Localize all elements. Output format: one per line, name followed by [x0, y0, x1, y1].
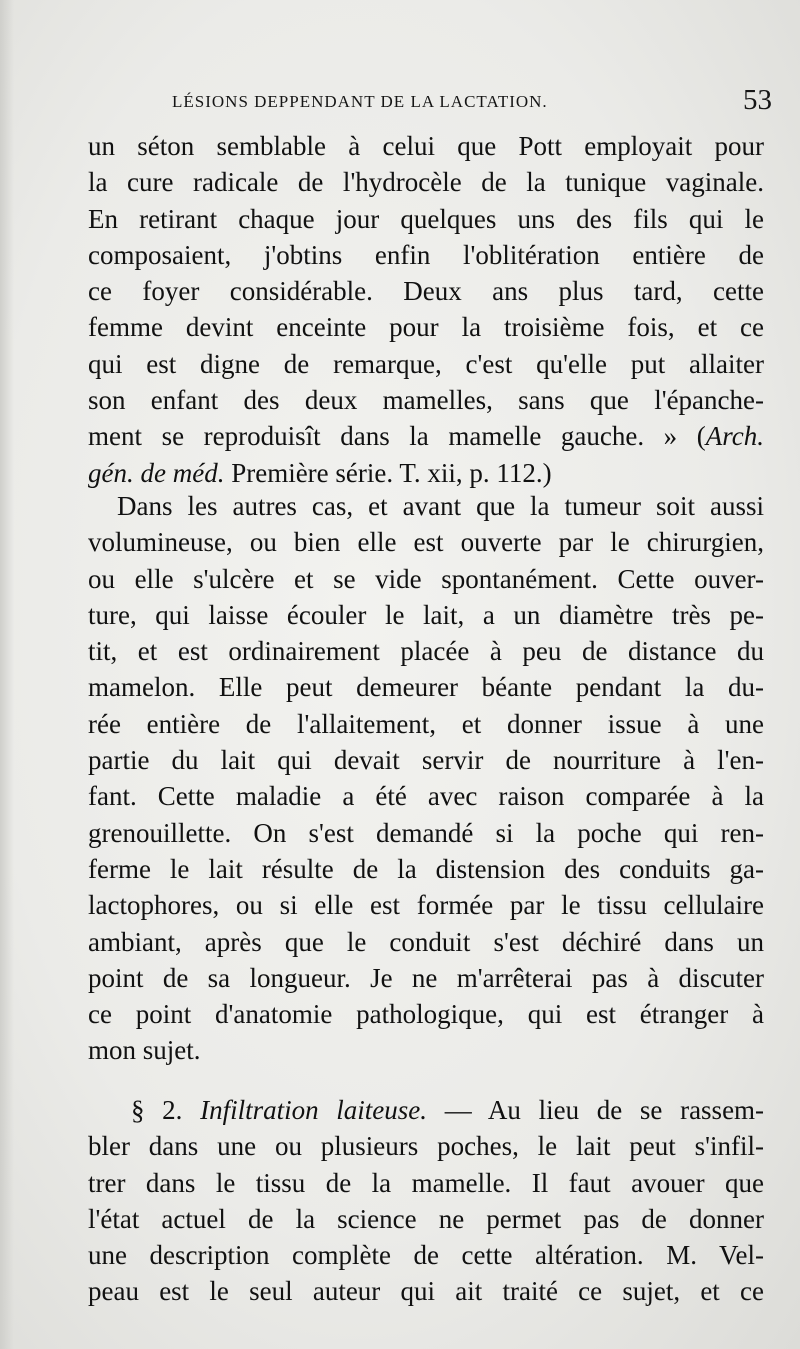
text-line: fant. Cette maladie a été avec raison comparée à la	[88, 781, 764, 812]
citation-journal: gén. de méd.	[88, 457, 225, 488]
text-line: mon sujet.	[88, 1035, 201, 1066]
text-line: En retirant chaque jour quelques uns des fils qui le	[88, 203, 764, 234]
section-heading-line	[88, 1092, 764, 1128]
text-line: son enfant des deux mamelles, sans que l'épanche-	[88, 385, 764, 416]
citation-reference: Première série. T. xii, p. 112.)	[224, 457, 552, 488]
text-line: tit, et est ordinairement placée à peu de distance du	[88, 636, 764, 667]
text-line: composaient, j'obtins enfin l'oblitération entière de	[88, 239, 764, 270]
text-line: l'état actuel de la science ne permet pas de donner	[88, 1203, 764, 1234]
text-line: ce point d'anatomie pathologique, qui est étranger à	[88, 999, 764, 1030]
text-line: une description complète de cette altération. M. Vel-	[88, 1240, 764, 1271]
section-title: Infiltration laiteuse.	[200, 1095, 428, 1125]
text-line: femme devint enceinte pour la troisième fois, et ce	[88, 312, 764, 343]
text-line: mamelon. Elle peut demeurer béante pendant la du-	[88, 672, 764, 703]
text-line: ture, qui laisse écouler le lait, a un diamètre très pe-	[88, 599, 764, 630]
page-edge-shadow	[0, 0, 14, 1349]
text-line: partie du lait qui devait servir de nourriture à l'en-	[88, 745, 764, 776]
text-line: grenouillette. On s'est demandé si la poche qui ren-	[88, 817, 764, 848]
citation-journal: Arch.	[705, 421, 764, 452]
text-line: trer dans le tissu de la mamelle. Il faut avouer que	[88, 1167, 764, 1198]
text-line: peau est le seul auteur qui ait traité ce sujet, et ce	[88, 1276, 764, 1307]
text-line: volumineuse, ou bien elle est ouverte par le chirurgien,	[88, 527, 764, 558]
page-header	[172, 84, 772, 124]
text-line: ferme le lait résulte de la distension des conduits ga-	[88, 853, 764, 884]
text-line: ou elle s'ulcère et se vide spontanément. Cette ouver-	[88, 563, 764, 594]
text-line: point de sa longueur. Je ne m'arrêterai pas à discuter	[88, 962, 764, 993]
section-first-line-text: — Au lieu de se rassem-	[444, 1095, 765, 1125]
text-line: ambiant, après que le conduit s'est déchiré dans un	[88, 926, 764, 957]
text-line: Dans les autres cas, et avant que la tumeur soit aussi	[117, 491, 764, 521]
text-line: bler dans une ou plusieurs poches, le lait peut s'infil-	[88, 1131, 764, 1162]
page-number: 53	[743, 84, 772, 116]
text-line: lactophores, ou si elle est formée par le tissu cellulaire	[88, 890, 764, 921]
text-line: la cure radicale de l'hydrocèle de la tunique vaginale.	[88, 167, 764, 198]
text-line: qui est digne de remarque, c'est qu'elle put allaiter	[88, 348, 764, 379]
paragraph-second	[88, 488, 764, 1069]
section-2	[88, 1092, 764, 1310]
text-line: ce foyer considérable. Deux ans plus tard, cette	[88, 276, 764, 307]
text-fragment: ment se reproduisît dans la mamelle gauche. » (	[88, 421, 706, 452]
section-mark: § 2.	[131, 1095, 183, 1125]
running-head: LÉSIONS DEPPENDANT DE LA LACTATION.	[172, 92, 548, 111]
text-line: rée entière de l'allaitement, et donner issue à une	[88, 708, 764, 739]
text-line: un séton semblable à celui que Pott employait pour	[88, 131, 764, 161]
text-line-with-citation	[88, 455, 764, 491]
paragraph-continuation	[88, 128, 764, 491]
text-line-with-citation	[88, 418, 764, 454]
